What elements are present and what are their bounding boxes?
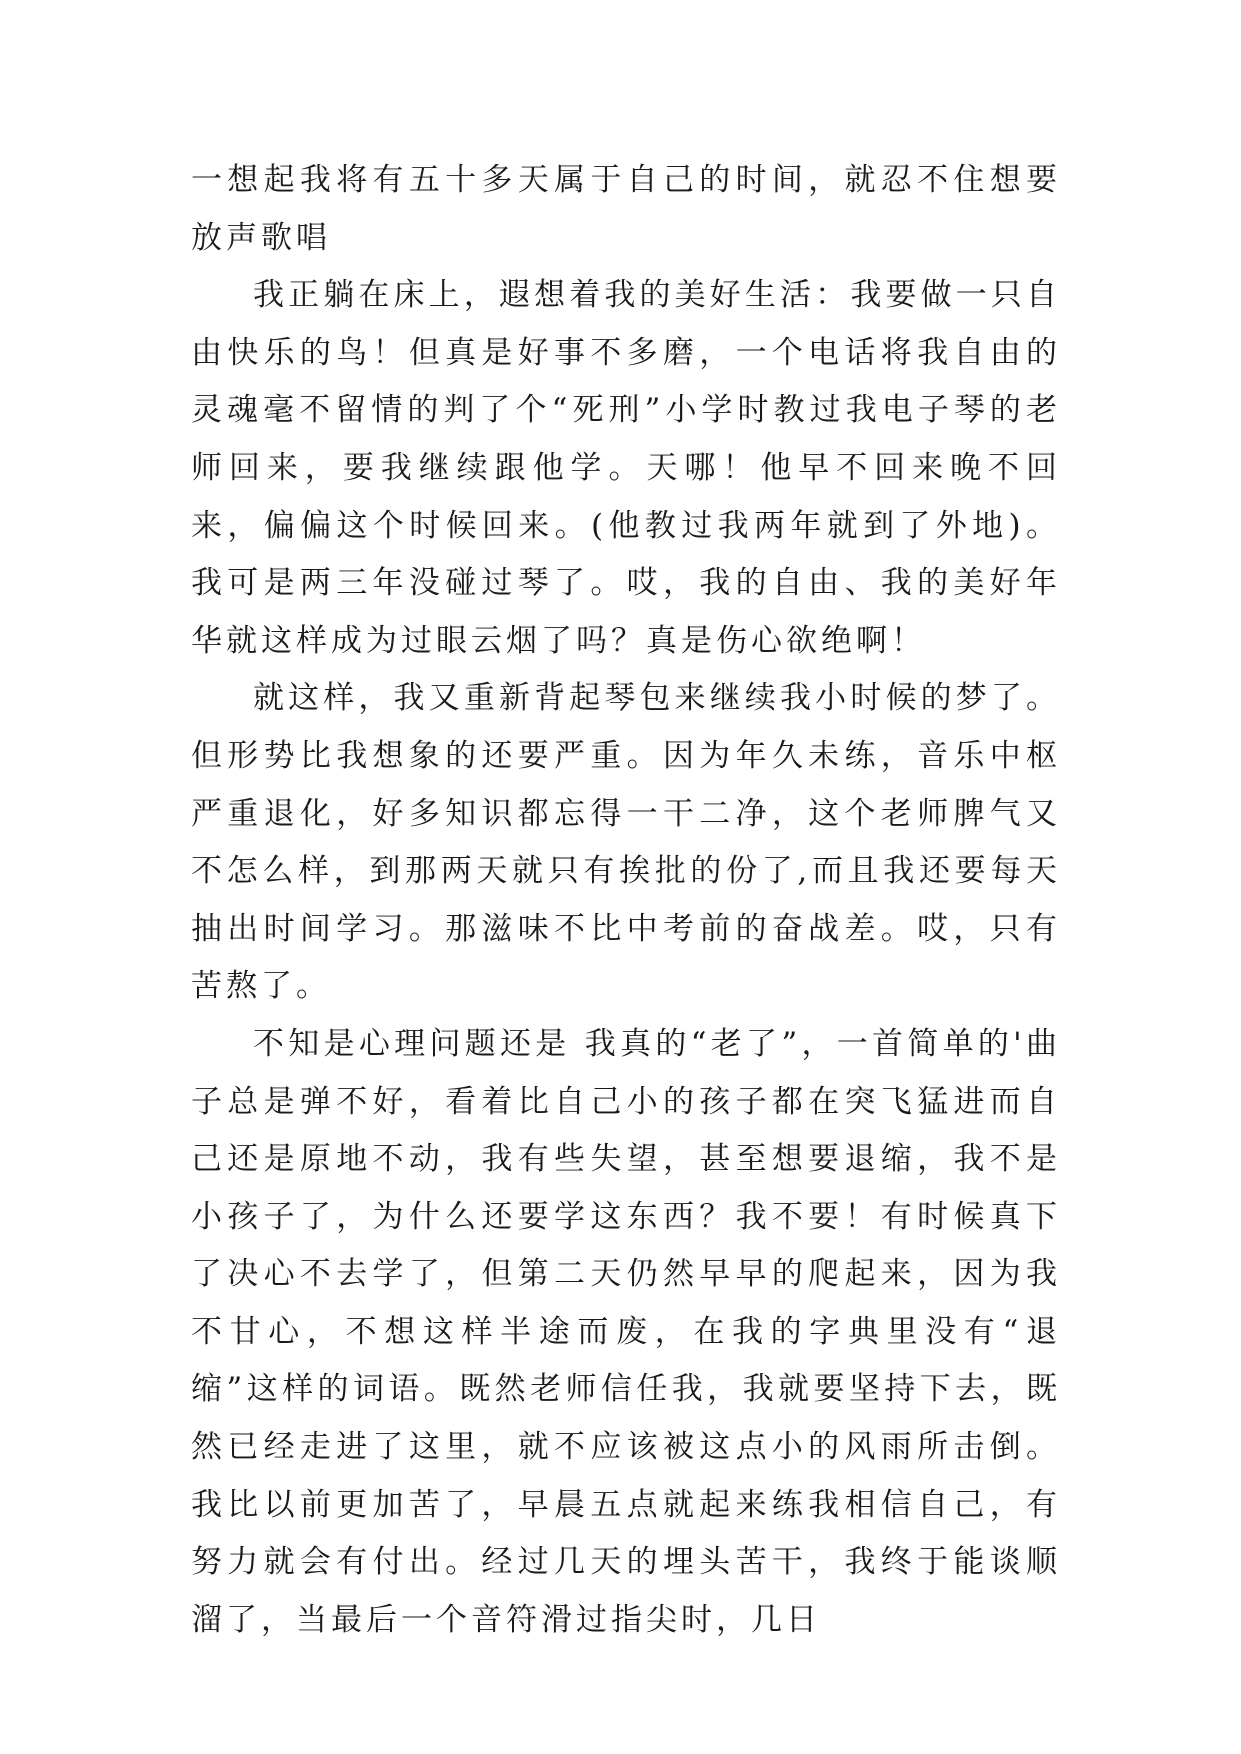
paragraph-1: 一想起我将有五十多天属于自己的时间，就忍不住想要放声歌唱 (191, 162, 1061, 256)
document-body (191, 152, 1061, 1649)
paragraph-2: 我正躺在床上，遐想着我的美好生活：我要做一只自由快乐的鸟！但真是好事不多磨，一个电话将我自由的灵魂毫不留情的判了个“死刑”小学时教过我电子琴的老师回来，要我继续跟他学。天哪！他早不回来晚不回来，偏偏这个时候回来。(他教过我两年就到了外地)。我可是两三年没碰过琴了。哎，我的自由、我的美好年华就这样成为过眼云烟了吗？真是伤心欲绝啊！ (191, 277, 1061, 659)
paragraph-4: 不知是心理问题还是 我真的“老了”，一首简单的'曲子总是弹不好，看着比自己小的孩子都在突飞猛进而自己还是原地不动，我有些失望，甚至想要退缩，我不是小孩子了，为什么还要学这东西？我不要！有时候真下了决心不去学了，但第二天仍然早早的爬起来，因为我不甘心，不想这样半途而废，在我的字典里没有“退缩”这样的词语。既然老师信任我，我就要坚持下去，既然已经走进了这里，就不应该被这点小的风雨所击倒。我比以前更加苦了，早晨五点就起来练我相信自己，有努力就会有付出。经过几天的埋头苦干，我终于能谈顺溜了，当最后一个音符滑过指尖时，几日 (191, 1025, 1061, 1638)
paragraph-3: 就这样，我又重新背起琴包来继续我小时候的梦了。但形势比我想象的还要严重。因为年久未练，音乐中枢严重退化，好多知识都忘得一干二净，这个老师脾气又不怎么样，到那两天就只有挨批的份了,而且我还要每天抽出时间学习。那滋味不比中考前的奋战差。哎，只有苦熬了。 (191, 680, 1061, 1005)
